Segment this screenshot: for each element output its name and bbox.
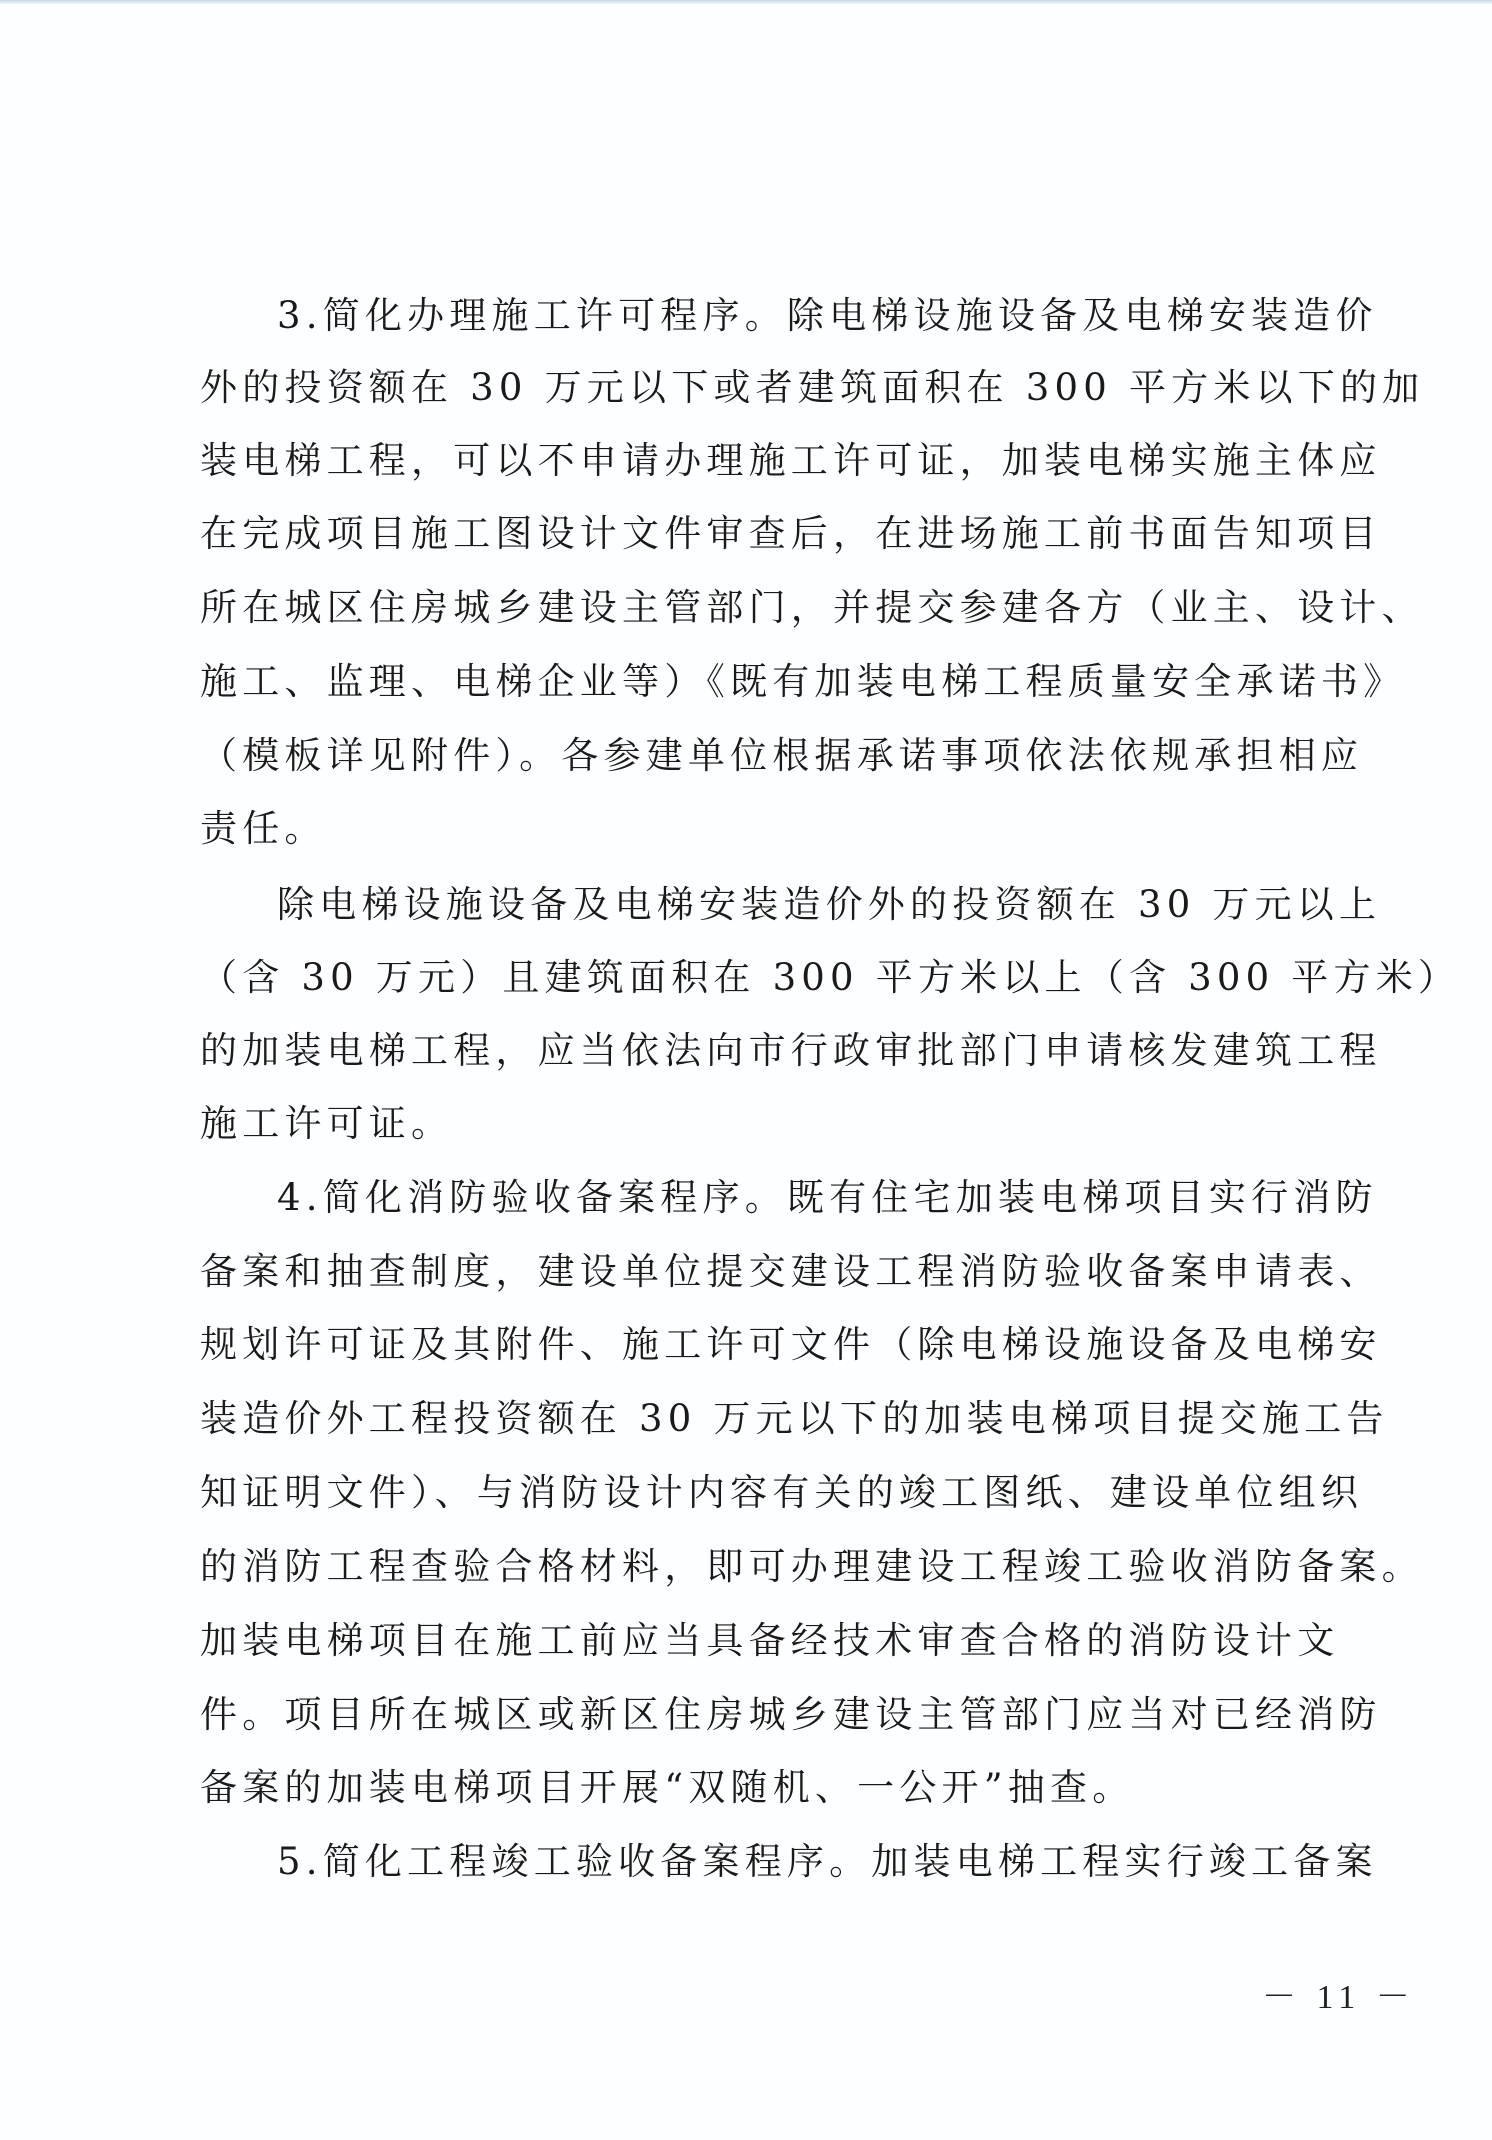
- paragraph-line: 装造价外工程投资额在 30 万元以下的加装电梯项目提交施工告: [200, 1397, 1389, 1440]
- paragraph-line: （含 30 万元）且建筑面积在 300 平方米以上（含 300 平方米）: [200, 956, 1461, 999]
- paragraph-line: 除电梯设施设备及电梯安装造价外的投资额在 30 万元以上: [277, 883, 1382, 926]
- paragraph-line: 外的投资额在 30 万元以下或者建筑面积在 300 平方米以下的加: [200, 366, 1425, 409]
- scan-edge: [0, 0, 1492, 4]
- paragraph-line: 装电梯工程，可以不申请办理施工许可证，加装电梯实施主体应: [200, 439, 1382, 482]
- paragraph-line: 的加装电梯工程，应当依法向市行政审批部门申请核发建筑工程: [200, 1029, 1382, 1072]
- paragraph-line: 备案和抽查制度，建设单位提交建设工程消防验收备案申请表、: [200, 1250, 1382, 1293]
- paragraph-line: （模板详见附件）。各参建单位根据承诺事项依法依规承担相应: [200, 734, 1364, 777]
- paragraph-line: 施工许可证。: [200, 1102, 454, 1145]
- paragraph-line: 4.简化消防验收备案程序。既有住宅加装电梯项目实行消防: [277, 1176, 1378, 1219]
- paragraph-line: 在完成项目施工图设计文件审查后，在进场施工前书面告知项目: [200, 512, 1382, 555]
- paragraph-line: 规划许可证及其附件、施工许可文件（除电梯设施设备及电梯安: [200, 1323, 1382, 1366]
- paragraph-line: 责任。: [200, 807, 327, 850]
- page-number: － 11 －: [1262, 1979, 1416, 2016]
- paragraph-line: 知证明文件）、与消防设计内容有关的竣工图纸、建设单位组织: [200, 1471, 1364, 1514]
- paragraph-line: 5.简化工程竣工验收备案程序。加装电梯工程实行竣工备案: [277, 1840, 1378, 1883]
- paragraph-line: 的消防工程查验合格材料，即可办理建设工程竣工验收消防备案。: [200, 1545, 1424, 1588]
- paragraph-line: 加装电梯项目在施工前应当具备经技术审查合格的消防设计文: [200, 1619, 1340, 1662]
- paragraph-line: 件。项目所在城区或新区住房城乡建设主管部门应当对已经消防: [200, 1693, 1382, 1736]
- paragraph-line: 所在城区住房城乡建设主管部门，并提交参建各方（业主、设计、: [200, 586, 1424, 629]
- paragraph-line: 3.简化办理施工许可程序。除电梯设施设备及电梯安装造价: [277, 294, 1378, 337]
- paragraph-line: 施工、监理、电梯企业等）《既有加装电梯工程质量安全承诺书》: [200, 660, 1406, 703]
- paragraph-line: 备案的加装电梯项目开展“双随机、一公开”抽查。: [200, 1766, 1135, 1809]
